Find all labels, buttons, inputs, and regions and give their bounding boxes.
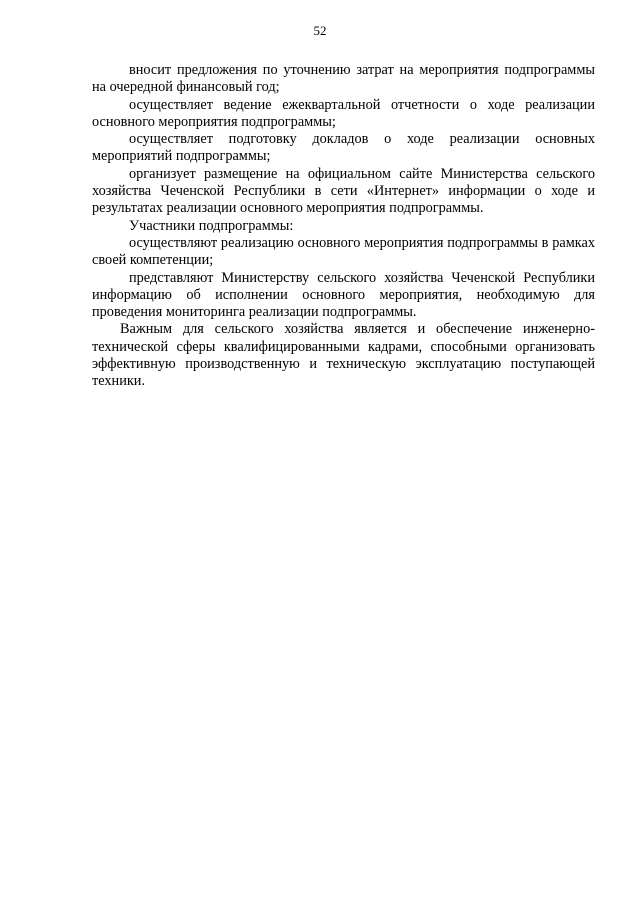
paragraph-reports-preparation: осуществляет подготовку докладов о ходе реализации основных мероприятий подпрограммы; [92, 131, 595, 165]
paragraph-participants-implement: осуществляют реализацию основного мероприятия подпрограммы в рамках своей компетенции; [92, 234, 595, 269]
paragraph-proposals: вносит предложения по уточнению затрат на мероприятия подпрограммы на очередной финансовый год; [92, 62, 595, 96]
paragraph-website-publication: организует размещение на официальном сайте Министерства сельского хозяйства Чеченской Республики в сети «Интернет» информации о ходе и результатах реализации основного мероприятия подпрограммы. [92, 165, 595, 217]
paragraph-participants-heading: Участники подпрограммы: [129, 217, 294, 234]
page-number: 52 [313, 23, 327, 38]
paragraph-participants-inform: представляют Министерству сельского хозяйства Чеченской Республики информацию об исполнении основного мероприятия, необходимую для проведения мониторинга реализации подпрограммы. [92, 269, 595, 321]
paragraph-engineering-staff: Важным для сельского хозяйства является и обеспечение инженерно-технической сферы квалифицированными кадрами, способными организовать эффективную производственную и техническую эксплуатацию поступающей техники. [92, 321, 595, 390]
document-body [92, 62, 595, 391]
paragraph-quarterly-reporting: осуществляет ведение ежеквартальной отчетности о ходе реализации основного мероприятия подпрограммы; [92, 96, 595, 130]
